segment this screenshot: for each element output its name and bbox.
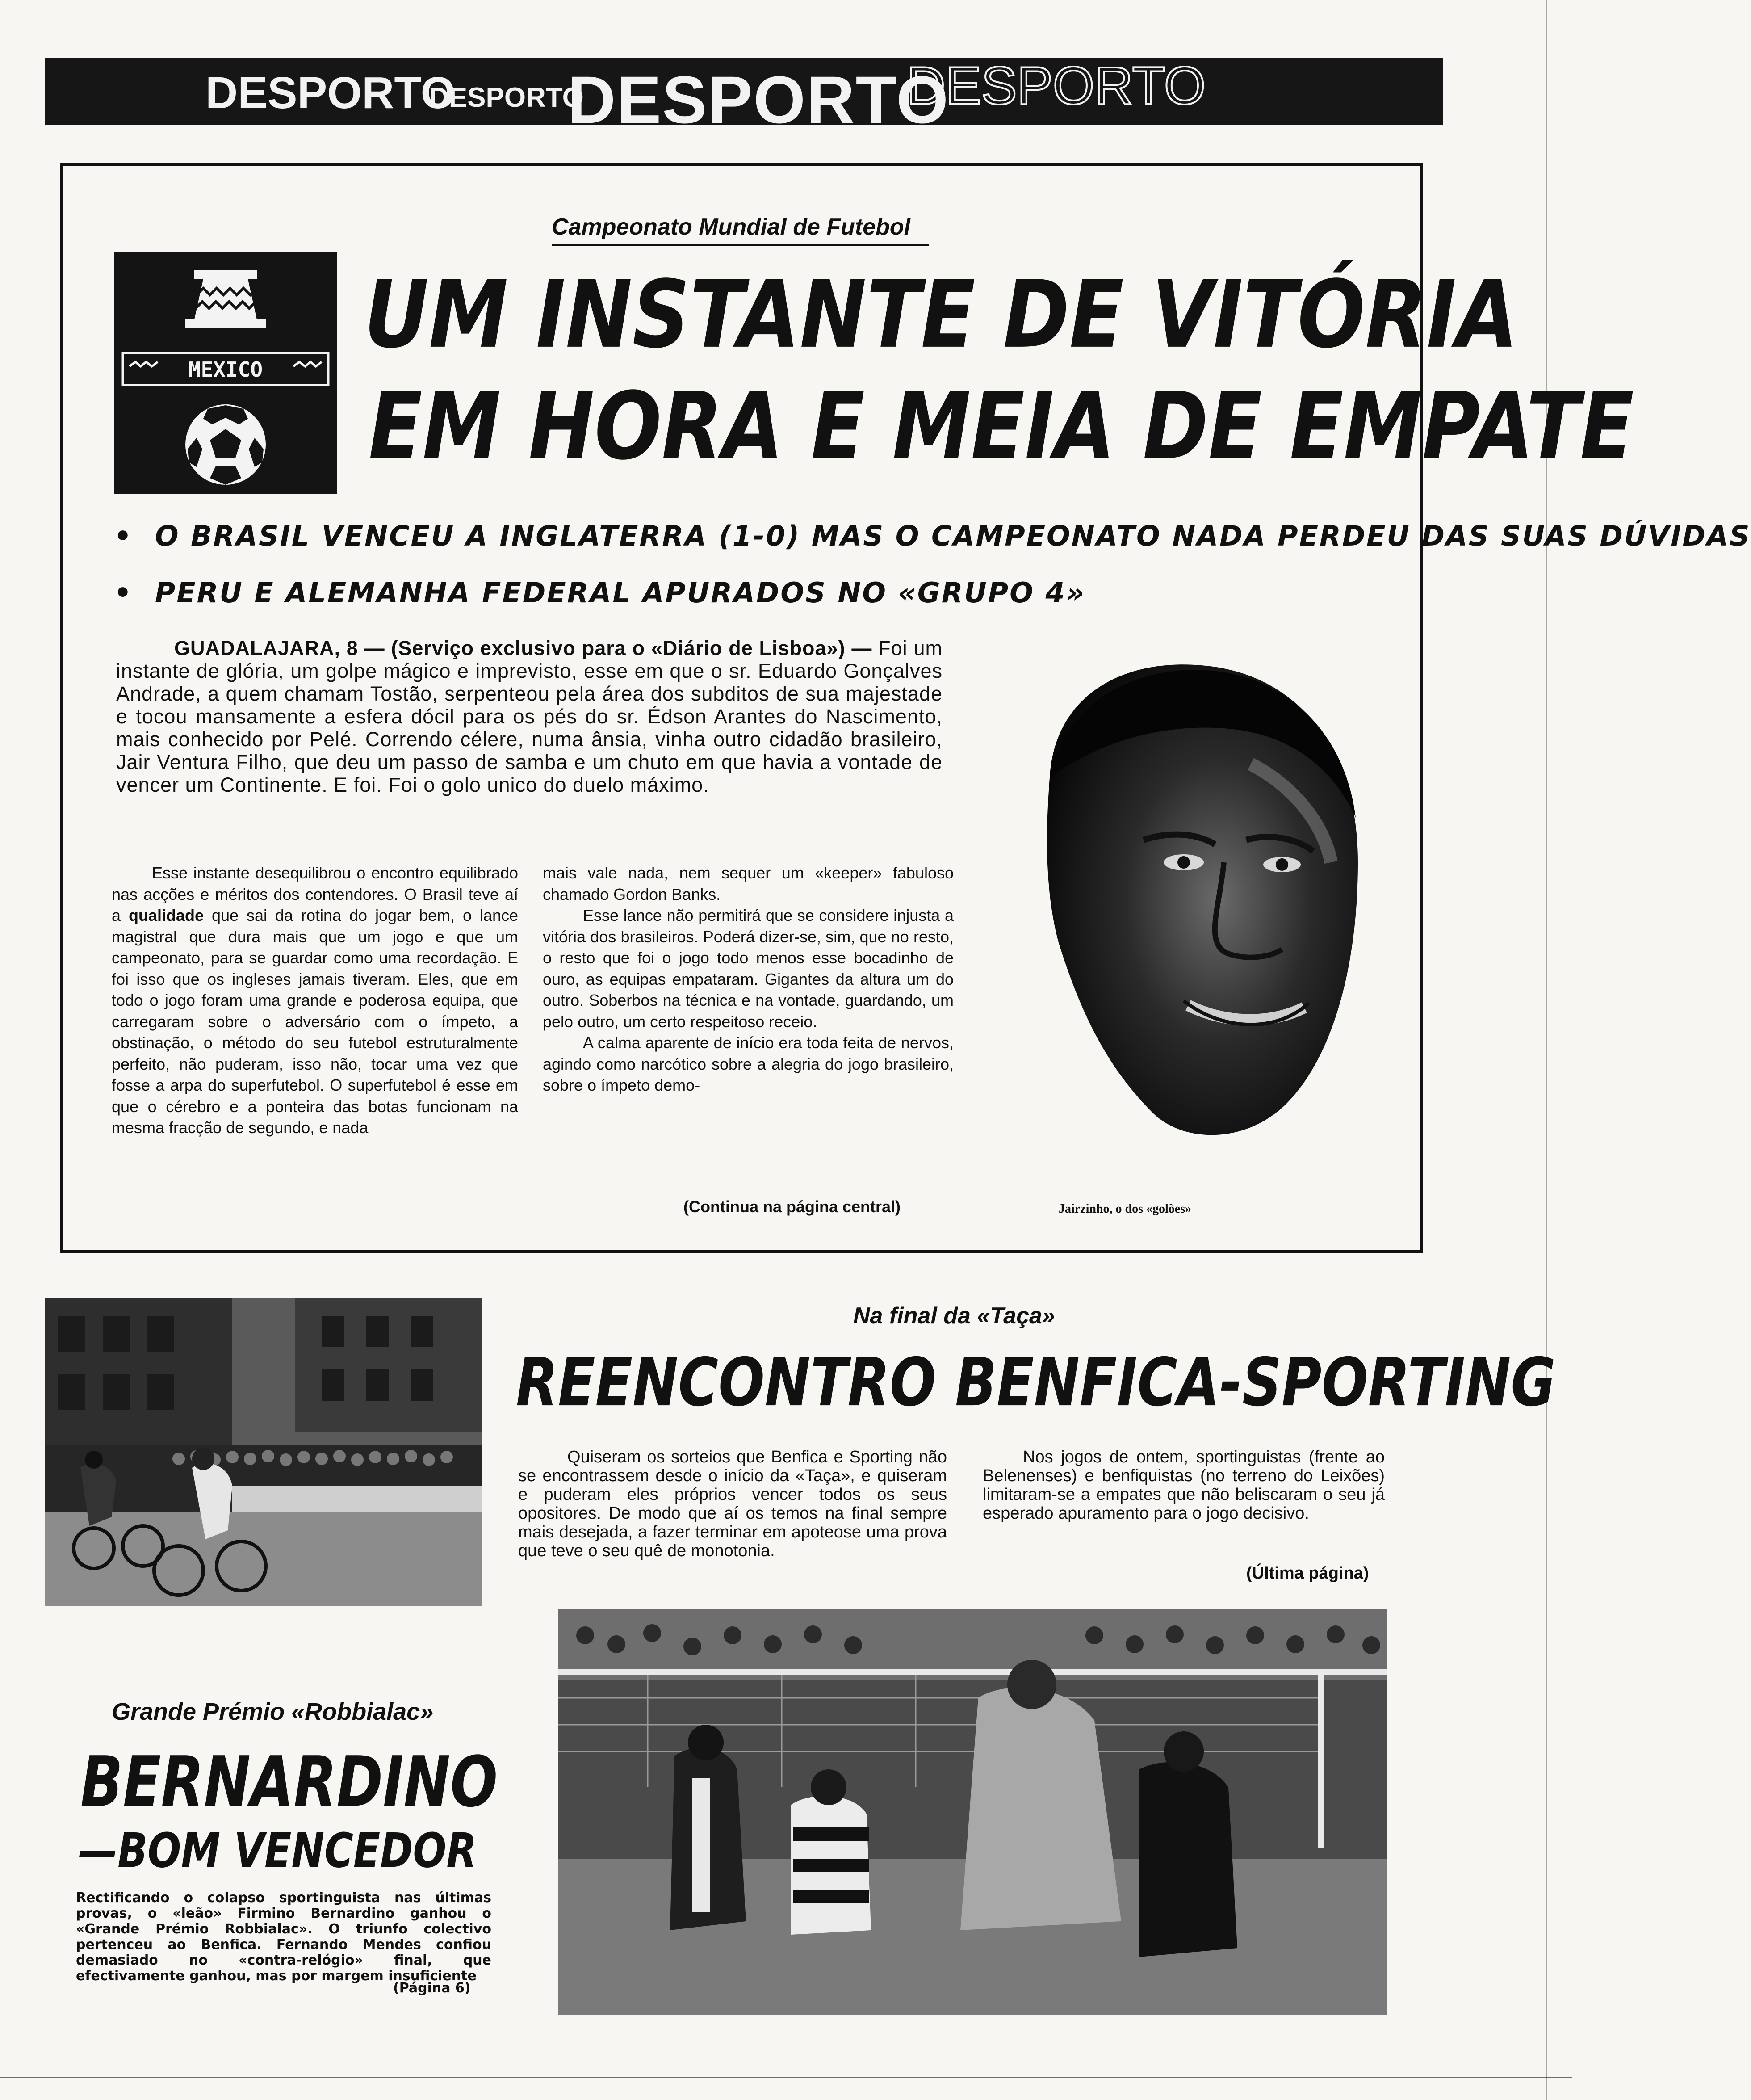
bullet-dot: • <box>114 576 155 609</box>
kicker-underline <box>552 244 929 246</box>
taca-headline: REENCONTRO BENFICA-SPORTING <box>516 1344 1556 1421</box>
main-headline-line1: UM INSTANTE DE VITÓRIA <box>364 260 1518 369</box>
robbialac-headline-line2: —BOM VENCEDOR <box>78 1823 477 1879</box>
masthead-banner <box>45 56 1443 137</box>
bullet-text: O BRASIL VENCEU A INGLATERRA (1-0) MAS O CAMPEONATO NADA PERDEU DAS SUAS DÚVIDAS <box>155 520 1751 552</box>
article-column-1 <box>112 862 518 1138</box>
col1-text-pre: Esse instante desequilibrou o encontro equilibrado nas acções e méritos dos contendores. O Brasil teve aí a <box>112 864 518 924</box>
bullet-text: PERU E ALEMANHA FEDERAL APURADOS NO «GRUPO 4» <box>155 576 1085 609</box>
logo-text: MEXICO <box>188 357 263 382</box>
continued-note: (Continua na página central) <box>683 1197 901 1216</box>
taca-column-2 <box>983 1448 1385 1523</box>
masthead-word: DESPORTO <box>429 82 584 113</box>
mexico-world-cup-logo <box>114 252 337 494</box>
dateline: GUADALAJARA, 8 — (Serviço exclusivo para o «Diário de Lisboa») — <box>174 637 872 659</box>
bullet-item <box>114 520 1751 552</box>
col2-paragraph: Esse lance não permitirá que se considere injusta a vitória dos brasileiros. Poderá dizer-se, sim, que no resto, o resto que foi o jogo todo menos esse bocadinho de ouro, as equipas empataram. Gigantes da altura um do outro. Soberbos na técnica e na vontade, guardando, um pelo outro, um certo respeitoso receio. <box>543 906 954 1031</box>
right-edge-rule <box>1546 0 1547 2100</box>
taca-paragraph: Nos jogos de ontem, sportinguistas (frente ao Belenenses) e benfiquistas (no terreno do Leixões) limitaram-se a empates que não beliscaram o seu já esperado apuramento para o jogo decisivo. <box>983 1448 1385 1523</box>
bottom-rule <box>0 2077 1572 2078</box>
article-column-2 <box>543 862 954 1096</box>
col2-paragraph: A calma aparente de início era toda feita de nervos, agindo como narcótico sobre a alegria do jogo brasileiro, sobre o ímpeto demo- <box>543 1033 954 1094</box>
bullet-item <box>114 576 1085 609</box>
col1-text-bold: qualidade <box>128 906 204 924</box>
robbialac-body: Rectificando o colapso sportinguista nas últimas provas, o «leão» Firmino Bernardino ganhou o «Grande Prémio Robbialac». O triunfo colectivo pertenceu ao Benfica. Fernando Mendes confiou demasiado no «contra-relógio» final, que efectivamente ganhou, mas por margem insuficiente <box>76 1890 491 1984</box>
masthead-word: DESPORTO <box>205 68 456 118</box>
portrait-photo <box>974 630 1376 1166</box>
taca-paragraph: Quiseram os sorteios que Benfica e Sporting não se encontrassem desde o início da «Taça», e quiseram e puderam eles próprios vencer todos os seus opositores. De modo que aí os temos na final sempre mais desejada, a fazer terminar em apoteose uma prova que teve o seu quê de monotonia. <box>518 1448 947 1560</box>
taca-kicker: Na final da «Taça» <box>853 1303 1055 1329</box>
col1-text-post: que sai da rotina do jogar bem, o lance magistral que dura mais que um jogo e que um campeonato, para se guardar como uma recordação. E foi isso que os ingleses jamais tiveram. Eles, que em todo o jogo foram uma grande e poderosa equipa, que carregaram sobre o adversário com o ímpeto, a obstinação, o método do seu futebol estruturalmente perfeito, não puderam, isso não, tocar uma vez que fosse a arpa do superfutebol. O superfutebol é esse em que o cérebro e a ponteira das botas funcionam na mesma fracção de segundo, e nada <box>112 906 518 1137</box>
cycling-race-photo <box>45 1298 482 1606</box>
robbialac-headline-line1: BERNARDINO <box>80 1741 498 1823</box>
lead-paragraph <box>116 637 943 796</box>
taca-continued-note: (Última página) <box>1246 1564 1369 1583</box>
col2-paragraph: mais vale nada, nem sequer um «keeper» fabuloso chamado Gordon Banks. <box>543 864 954 903</box>
main-headline-line2: EM HORA E MEIA DE EMPATE <box>369 372 1634 481</box>
masthead-word: DESPORTO <box>567 62 950 137</box>
taca-column-1 <box>518 1448 947 1560</box>
bullet-dot: • <box>114 520 155 552</box>
lead-text: Foi um instante de glória, um golpe mágico e imprevisto, esse em que o sr. Eduardo Gonçalves Andrade, a quem chamam Tostão, serpenteou pela área dos subditos de sua majestade e tocou mansamente a esfera dócil para os pés do sr. Édson Arantes do Nascimento, mais conhecido por Pelé. Correndo célere, numa ânsia, vinha outro cidadão brasileiro, Jair Ventura Filho, que deu um passo de samba e um chuto em que havia a vontade de vencer um Continente. E foi. Foi o golo unico do duelo máximo. <box>116 637 943 796</box>
robbialac-continued-note: (Página 6) <box>393 1980 471 1996</box>
photo-caption: Jairzinho, o dos «golões» <box>1059 1202 1192 1216</box>
robbialac-kicker: Grande Prémio «Robbialac» <box>112 1698 434 1725</box>
football-match-photo <box>558 1609 1387 2015</box>
main-story-kicker: Campeonato Mundial de Futebol <box>552 214 911 240</box>
masthead-word-outline: DESPORTO <box>907 56 1206 116</box>
